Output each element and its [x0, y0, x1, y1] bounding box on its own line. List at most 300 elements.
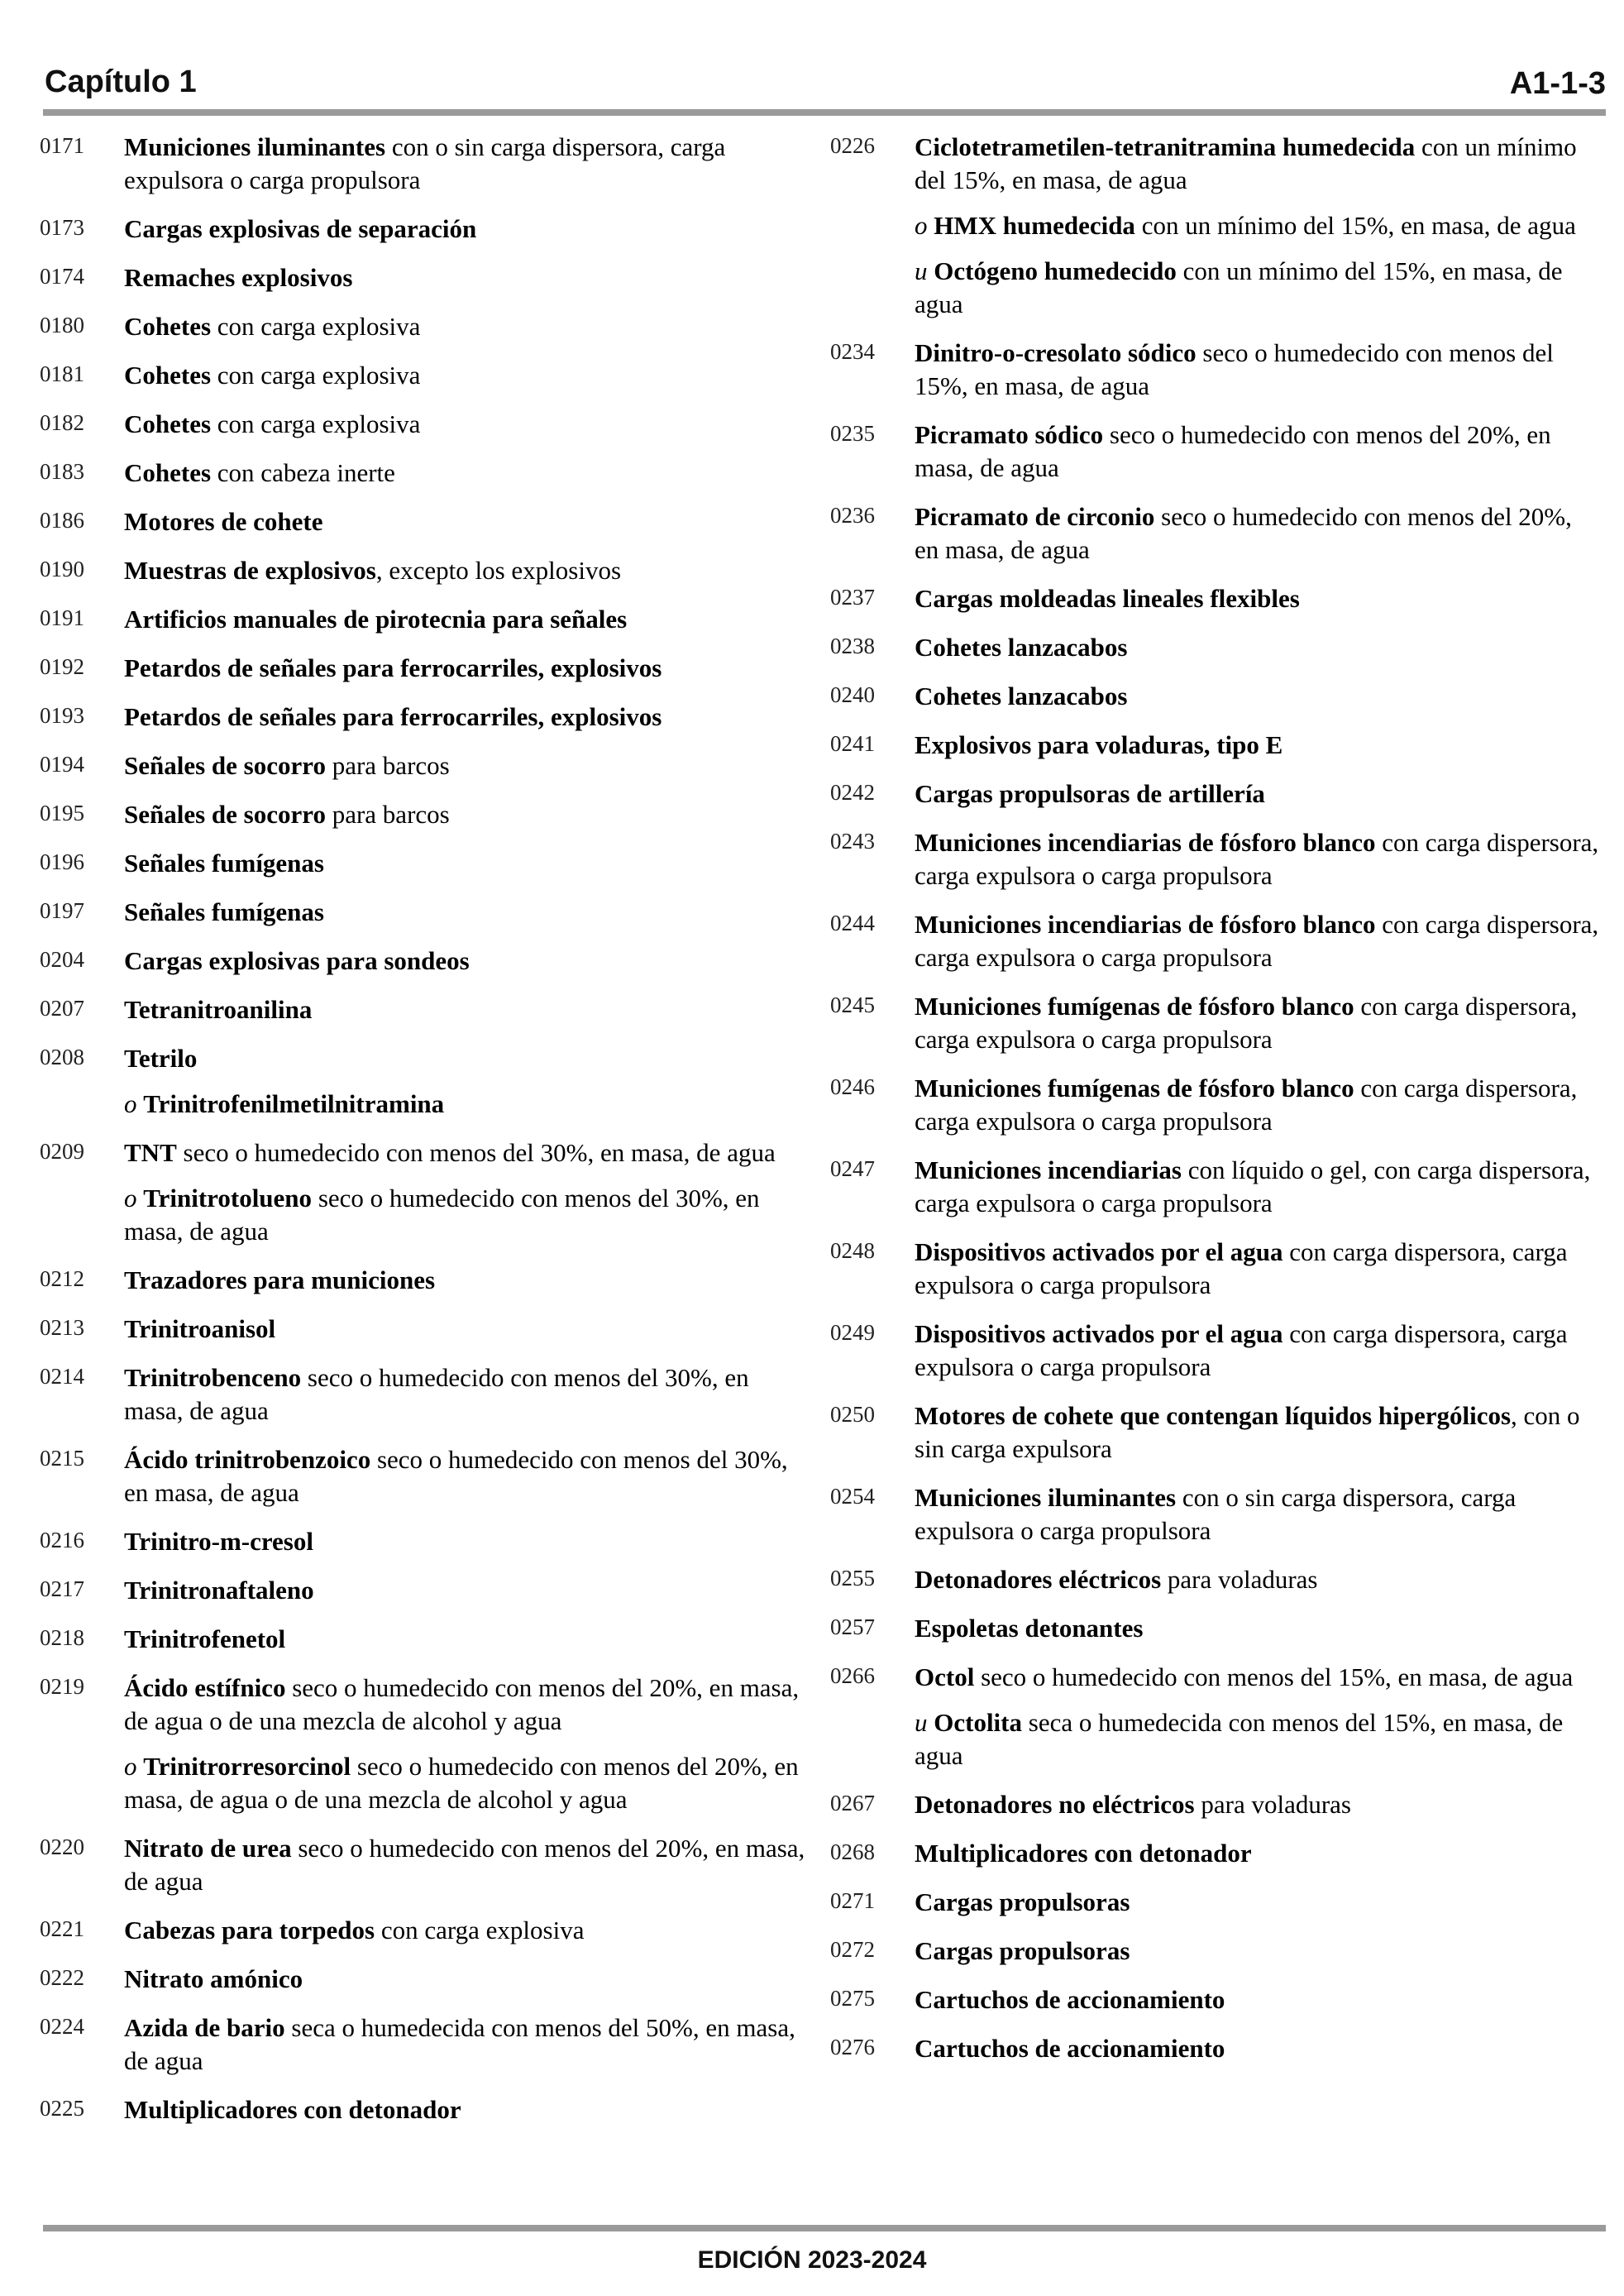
substance-name: Motores de cohete que contengan líquidos hipergólicos — [915, 1401, 1512, 1430]
list-item — [830, 680, 1599, 713]
un-number: 0195 — [40, 801, 84, 825]
entry-text — [915, 1837, 1599, 1870]
substance-name: Municiones iluminantes — [915, 1483, 1177, 1512]
un-number: 0190 — [40, 557, 84, 581]
entry-text — [124, 1623, 809, 1656]
entry-text — [124, 603, 809, 636]
list-item — [830, 1837, 1599, 1870]
un-number: 0226 — [830, 133, 875, 158]
un-number: 0209 — [40, 1139, 84, 1164]
list-item — [830, 777, 1599, 811]
substance-description: seco o humedecido con menos del 20%, en masa, de agua o de una mezcla de alcohol y agua — [124, 1752, 799, 1814]
un-number: 0194 — [40, 752, 84, 777]
substance-name: Tetrilo — [124, 1044, 198, 1073]
list-item — [830, 1661, 1599, 1694]
un-number: 0255 — [830, 1566, 875, 1590]
list-item — [40, 131, 809, 197]
substance-description: seco o humedecido con menos del 30%, en masa, de agua — [124, 1184, 760, 1246]
substance-description: con un mínimo del 15%, en masa, de agua — [1134, 211, 1576, 240]
substance-description: seco o humedecido con menos del 20%, en masa, de agua — [915, 420, 1551, 482]
un-number: 0244 — [830, 911, 875, 935]
page-reference: A1-1-3 — [1509, 66, 1606, 101]
list-item — [830, 1072, 1599, 1138]
substance-name: Octógeno humedecido — [934, 256, 1177, 285]
list-item — [830, 337, 1599, 403]
substance-description: , con o sin carga expulsora — [915, 1401, 1580, 1463]
entry-text — [915, 255, 1599, 321]
substance-name: Trinitronaftaleno — [124, 1576, 314, 1605]
list-item — [40, 1042, 809, 1075]
substance-description: seco o humedecido con menos del 20%, en masa, de agua — [124, 1834, 805, 1896]
substance-name: TNT — [124, 1138, 177, 1167]
un-number: 0182 — [40, 410, 84, 435]
entry-text — [915, 1154, 1599, 1220]
list-item — [40, 847, 809, 880]
substance-name: Ciclotetrametilen-tetranitramina humedecida — [915, 132, 1416, 161]
un-number: 0266 — [830, 1663, 875, 1688]
substance-name: Señales fumígenas — [124, 849, 324, 878]
un-number: 0275 — [830, 1986, 875, 2011]
conjunction: u — [915, 1708, 934, 1737]
substance-name: Cohetes lanzacabos — [915, 633, 1128, 662]
un-number: 0215 — [40, 1446, 84, 1471]
substance-name: Nitrato amónico — [124, 1964, 303, 1993]
entry-text — [124, 1963, 809, 1996]
substance-name: Dinitro-o-cresolato sódico — [915, 338, 1197, 367]
list-item — [40, 1914, 809, 1947]
substance-name: Detonadores eléctricos — [915, 1565, 1162, 1594]
substance-name: Trinitrorresorcinol — [143, 1752, 351, 1781]
list-item — [40, 1750, 809, 1816]
un-number: 0235 — [830, 421, 875, 446]
entry-text — [915, 990, 1599, 1056]
substance-name: Cargas explosivas para sondeos — [124, 946, 470, 975]
un-number: 0192 — [40, 654, 84, 679]
un-number: 0186 — [40, 508, 84, 533]
substance-name: Cargas propulsoras — [915, 1936, 1130, 1965]
substance-description: seco o humedecido con menos del 30%, en masa, de agua — [176, 1138, 776, 1167]
un-number: 0234 — [830, 339, 875, 364]
list-item — [40, 1525, 809, 1558]
substance-description: seco o humedecido con menos del 20%, en masa, de agua o de una mezcla de alcohol y agua — [124, 1673, 800, 1735]
un-number: 0196 — [40, 849, 84, 874]
entry-text — [915, 1318, 1599, 1384]
un-number: 0247 — [830, 1156, 875, 1181]
substance-description: con carga dispersora, carga expulsora o carga propulsora — [915, 910, 1599, 972]
substance-description: con carga explosiva — [375, 1916, 585, 1944]
footer-rule — [43, 2225, 1606, 2231]
entry-text — [124, 652, 809, 685]
list-item — [40, 359, 809, 392]
un-number: 0237 — [830, 585, 875, 610]
entry-text — [915, 729, 1599, 762]
list-item — [40, 993, 809, 1026]
substance-name: Picramato de circonio — [915, 502, 1155, 531]
substance-description: para barcos — [325, 751, 450, 780]
list-item — [40, 310, 809, 343]
substance-name: Señales de socorro — [124, 751, 326, 780]
list-item — [830, 1399, 1599, 1466]
substance-name: Municiones incendiarias de fósforo blanco — [915, 828, 1376, 857]
un-number: 0213 — [40, 1315, 84, 1340]
substance-name: Espoletas detonantes — [915, 1614, 1144, 1643]
substance-name: Señales de socorro — [124, 800, 326, 829]
list-item — [830, 500, 1599, 567]
substance-description: con un mínimo del 15%, en masa, de agua — [915, 256, 1563, 318]
entry-text — [124, 408, 809, 441]
entry-text — [915, 1983, 1599, 2016]
un-number: 0271 — [830, 1888, 875, 1913]
entry-text — [124, 1443, 809, 1509]
entry-text — [124, 1182, 809, 1248]
substance-name: Muestras de explosivos — [124, 556, 376, 585]
substance-description: seco o humedecido con menos del 20%, en masa, de agua — [915, 502, 1572, 564]
entry-text — [124, 701, 809, 734]
list-item — [40, 261, 809, 294]
un-number: 0180 — [40, 313, 84, 337]
list-item — [40, 896, 809, 929]
list-item — [830, 1318, 1599, 1384]
substance-name: Cohetes — [124, 312, 212, 341]
substance-name: HMX humedecida — [934, 211, 1135, 240]
substance-description: para voladuras — [1194, 1790, 1351, 1819]
entry-text — [124, 261, 809, 294]
entry-text — [124, 1574, 809, 1607]
list-item — [830, 419, 1599, 485]
substance-name: Municiones incendiarias — [915, 1155, 1182, 1184]
substance-description: con o sin carga dispersora, carga expulsora o carga propulsora — [915, 1483, 1517, 1545]
list-item — [40, 1832, 809, 1898]
substance-description: , excepto los explosivos — [375, 556, 622, 585]
entry-text — [915, 1935, 1599, 1968]
list-item — [40, 749, 809, 782]
entry-text — [915, 826, 1599, 892]
un-number: 0249 — [830, 1320, 875, 1345]
un-number: 0220 — [40, 1834, 84, 1859]
list-item — [830, 908, 1599, 974]
substance-description: seco o humedecido con menos del 15%, en masa, de agua — [974, 1662, 1574, 1691]
substance-name: Trinitrobenceno — [124, 1363, 302, 1392]
un-number: 0272 — [830, 1937, 875, 1962]
entry-text — [124, 2011, 809, 2078]
un-number: 0221 — [40, 1916, 84, 1941]
entry-text — [124, 798, 809, 831]
conjunction: o — [124, 1184, 144, 1213]
substance-description: con carga explosiva — [211, 312, 421, 341]
list-item — [40, 554, 809, 587]
substance-name: Cargas propulsoras de artillería — [915, 779, 1265, 808]
un-number: 0212 — [40, 1266, 84, 1291]
entry-text — [915, 582, 1599, 615]
list-item — [830, 1886, 1599, 1919]
entry-text — [124, 1136, 809, 1170]
list-item — [40, 1136, 809, 1170]
entry-text — [915, 337, 1599, 403]
substance-name: Cohetes — [124, 409, 212, 438]
un-number: 0216 — [40, 1528, 84, 1552]
substance-name: Cargas explosivas de separación — [124, 214, 477, 243]
substance-name: Nitrato de urea — [124, 1834, 292, 1863]
substance-name: Cartuchos de accionamiento — [915, 1985, 1225, 2014]
un-number: 0181 — [40, 361, 84, 386]
substance-name: Motores de cohete — [124, 507, 323, 536]
right-column — [830, 131, 1599, 2081]
substance-name: Detonadores no eléctricos — [915, 1790, 1195, 1819]
list-item — [40, 1361, 809, 1428]
list-item — [830, 1788, 1599, 1821]
substance-name: Picramato sódico — [915, 420, 1104, 449]
list-item — [830, 1154, 1599, 1220]
list-item — [830, 209, 1599, 242]
substance-name: Trazadores para municiones — [124, 1265, 436, 1294]
edition-footer: EDICIÓN 2023-2024 — [697, 2246, 927, 2274]
substance-name: Artificios manuales de pirotecnia para señales — [124, 605, 628, 634]
entry-text — [915, 1399, 1599, 1466]
substance-name: Ácido estífnico — [124, 1673, 286, 1702]
un-number: 0183 — [40, 459, 84, 484]
substance-name: Cartuchos de accionamiento — [915, 2034, 1225, 2063]
substance-name: Remaches explosivos — [124, 263, 353, 292]
entry-text — [124, 749, 809, 782]
list-item — [830, 729, 1599, 762]
entry-text — [124, 131, 809, 197]
substance-description: seco o humedecido con menos del 30%, en masa, de agua — [124, 1445, 788, 1507]
entry-text — [915, 131, 1599, 197]
un-number: 0219 — [40, 1674, 84, 1699]
list-item — [40, 457, 809, 490]
substance-name: Cargas moldeadas lineales flexibles — [915, 584, 1300, 613]
un-number: 0225 — [40, 2096, 84, 2121]
un-number: 0276 — [830, 2035, 875, 2059]
list-item — [830, 1563, 1599, 1596]
entry-text — [915, 1788, 1599, 1821]
substance-name: Cabezas para torpedos — [124, 1916, 375, 1944]
entry-text — [915, 500, 1599, 567]
substance-name: Municiones fumígenas de fósforo blanco — [915, 1074, 1354, 1103]
list-item — [40, 1672, 809, 1738]
list-item — [40, 2093, 809, 2126]
substance-description: seco o humedecido con menos del 15%, en masa, de agua — [915, 338, 1554, 400]
entry-text — [124, 1832, 809, 1898]
substance-name: Octolita — [934, 1708, 1022, 1737]
list-item — [830, 131, 1599, 197]
substance-description: para barcos — [325, 800, 450, 829]
substance-description: con un mínimo del 15%, en masa, de agua — [915, 132, 1577, 194]
un-number: 0240 — [830, 682, 875, 707]
substance-name: Ácido trinitrobenzoico — [124, 1445, 371, 1474]
un-number: 0204 — [40, 947, 84, 972]
substance-name: Tetranitroanilina — [124, 995, 313, 1024]
un-number: 0267 — [830, 1791, 875, 1815]
entry-text — [915, 2032, 1599, 2065]
entry-text — [124, 310, 809, 343]
substance-description: con cabeza inerte — [211, 458, 395, 487]
un-number: 0171 — [40, 133, 84, 158]
list-item — [40, 1088, 809, 1121]
un-number: 0208 — [40, 1045, 84, 1069]
conjunction: o — [915, 211, 934, 240]
un-number: 0238 — [830, 634, 875, 658]
un-number: 0268 — [830, 1839, 875, 1864]
list-item — [40, 1623, 809, 1656]
un-number: 0224 — [40, 2014, 84, 2039]
entry-text — [124, 1361, 809, 1428]
substance-name: Octol — [915, 1662, 975, 1691]
entry-text — [915, 1072, 1599, 1138]
un-number: 0222 — [40, 1965, 84, 1990]
list-item — [830, 1983, 1599, 2016]
substance-name: Petardos de señales para ferrocarriles, explosivos — [124, 702, 662, 731]
substance-description: con carga dispersora, carga expulsora o carga propulsora — [915, 1319, 1568, 1381]
entry-text — [124, 505, 809, 538]
entry-text — [124, 1264, 809, 1297]
list-item — [40, 1182, 809, 1248]
substance-name: Cohetes — [124, 458, 212, 487]
chapter-title: Capítulo 1 — [45, 65, 197, 99]
substance-name: Municiones fumígenas de fósforo blanco — [915, 992, 1354, 1021]
list-item — [40, 1443, 809, 1509]
header-rule — [43, 109, 1606, 116]
list-item — [40, 505, 809, 538]
entry-text — [915, 680, 1599, 713]
substance-name: Dispositivos activados por el agua — [915, 1319, 1283, 1348]
entry-text — [915, 1661, 1599, 1694]
un-number: 0245 — [830, 993, 875, 1017]
un-number: 0254 — [830, 1484, 875, 1509]
un-number: 0214 — [40, 1364, 84, 1389]
un-number: 0193 — [40, 703, 84, 728]
substance-description: con carga dispersora, carga expulsora o carga propulsora — [915, 1237, 1568, 1299]
substance-description: con carga explosiva — [211, 409, 421, 438]
list-item — [40, 1963, 809, 1996]
substance-name: Azida de bario — [124, 2013, 285, 2042]
entry-text — [915, 1706, 1599, 1772]
conjunction: u — [915, 256, 934, 285]
list-item — [40, 1574, 809, 1607]
substance-name: Municiones iluminantes — [124, 132, 386, 161]
substance-description: con carga dispersora, carga expulsora o carga propulsora — [915, 1074, 1578, 1136]
list-item — [830, 582, 1599, 615]
list-item — [40, 652, 809, 685]
list-item — [40, 1313, 809, 1346]
entry-text — [124, 1042, 809, 1075]
substance-description: seca o humedecida con menos del 50%, en masa, de agua — [124, 2013, 795, 2075]
entry-text — [124, 1750, 809, 1816]
un-number: 0246 — [830, 1074, 875, 1099]
list-item — [830, 1612, 1599, 1645]
un-number: 0257 — [830, 1614, 875, 1639]
un-number: 0243 — [830, 829, 875, 854]
entry-text — [915, 1612, 1599, 1645]
entry-text — [124, 359, 809, 392]
substance-name: Multiplicadores con detonador — [915, 1839, 1252, 1868]
substance-name: Cargas propulsoras — [915, 1887, 1130, 1916]
un-number: 0241 — [830, 731, 875, 756]
entry-text — [124, 2093, 809, 2126]
left-column — [40, 131, 809, 2142]
un-number: 0173 — [40, 215, 84, 240]
entry-text — [915, 419, 1599, 485]
list-item — [40, 213, 809, 246]
entry-text — [124, 457, 809, 490]
entry-text — [124, 1525, 809, 1558]
un-number: 0197 — [40, 898, 84, 923]
entry-text — [915, 209, 1599, 242]
entry-text — [915, 908, 1599, 974]
list-item — [830, 2032, 1599, 2065]
entry-text — [124, 1088, 809, 1121]
list-item — [40, 408, 809, 441]
entry-text — [124, 1914, 809, 1947]
substance-description: para voladuras — [1161, 1565, 1318, 1594]
entry-text — [124, 847, 809, 880]
entry-text — [124, 1672, 809, 1738]
entry-text — [124, 554, 809, 587]
list-item — [40, 1264, 809, 1297]
list-item — [830, 1935, 1599, 1968]
substance-name: Trinitro-m-cresol — [124, 1527, 313, 1556]
list-item — [40, 701, 809, 734]
list-item — [830, 1236, 1599, 1302]
list-item — [830, 631, 1599, 664]
substance-description: con líquido o gel, con carga dispersora, carga expulsora o carga propulsora — [915, 1155, 1591, 1217]
substance-name: Multiplicadores con detonador — [124, 2095, 461, 2124]
substance-name: Municiones incendiarias de fósforo blanco — [915, 910, 1376, 939]
substance-name: Dispositivos activados por el agua — [915, 1237, 1283, 1266]
list-item — [830, 826, 1599, 892]
entry-text — [124, 993, 809, 1026]
entry-text — [915, 1886, 1599, 1919]
list-item — [830, 990, 1599, 1056]
un-number: 0191 — [40, 605, 84, 630]
list-item — [830, 255, 1599, 321]
substance-name: Cohetes lanzacabos — [915, 682, 1128, 710]
substance-description: seca o humedecida con menos del 15%, en masa, de agua — [915, 1708, 1564, 1770]
substance-name: Petardos de señales para ferrocarriles, explosivos — [124, 653, 662, 682]
substance-description: con carga dispersora, carga expulsora o carga propulsora — [915, 828, 1599, 890]
un-number: 0217 — [40, 1576, 84, 1601]
substance-name: Trinitrofenetol — [124, 1624, 286, 1653]
list-item — [40, 2011, 809, 2078]
substance-description: con carga explosiva — [211, 361, 421, 390]
substance-name: Explosivos para voladuras, tipo E — [915, 730, 1283, 759]
conjunction: o — [124, 1089, 144, 1118]
substance-name: Trinitrotolueno — [143, 1184, 313, 1213]
list-item — [40, 945, 809, 978]
entry-text — [124, 213, 809, 246]
un-number: 0248 — [830, 1238, 875, 1263]
substance-name: Cohetes — [124, 361, 212, 390]
entry-text — [915, 631, 1599, 664]
un-number: 0250 — [830, 1402, 875, 1427]
entry-text — [915, 1481, 1599, 1547]
un-number: 0242 — [830, 780, 875, 805]
entry-text — [124, 896, 809, 929]
entry-text — [124, 945, 809, 978]
un-number: 0236 — [830, 503, 875, 528]
list-item — [830, 1481, 1599, 1547]
un-number: 0218 — [40, 1625, 84, 1650]
list-item — [40, 603, 809, 636]
substance-description: con carga dispersora, carga expulsora o carga propulsora — [915, 992, 1578, 1054]
entry-text — [915, 1563, 1599, 1596]
entry-text — [124, 1313, 809, 1346]
un-number: 0207 — [40, 996, 84, 1021]
substance-name: Trinitroanisol — [124, 1314, 276, 1343]
substance-name: Trinitrofenilmetilnitramina — [143, 1089, 445, 1118]
entry-text — [915, 1236, 1599, 1302]
un-number: 0174 — [40, 264, 84, 289]
